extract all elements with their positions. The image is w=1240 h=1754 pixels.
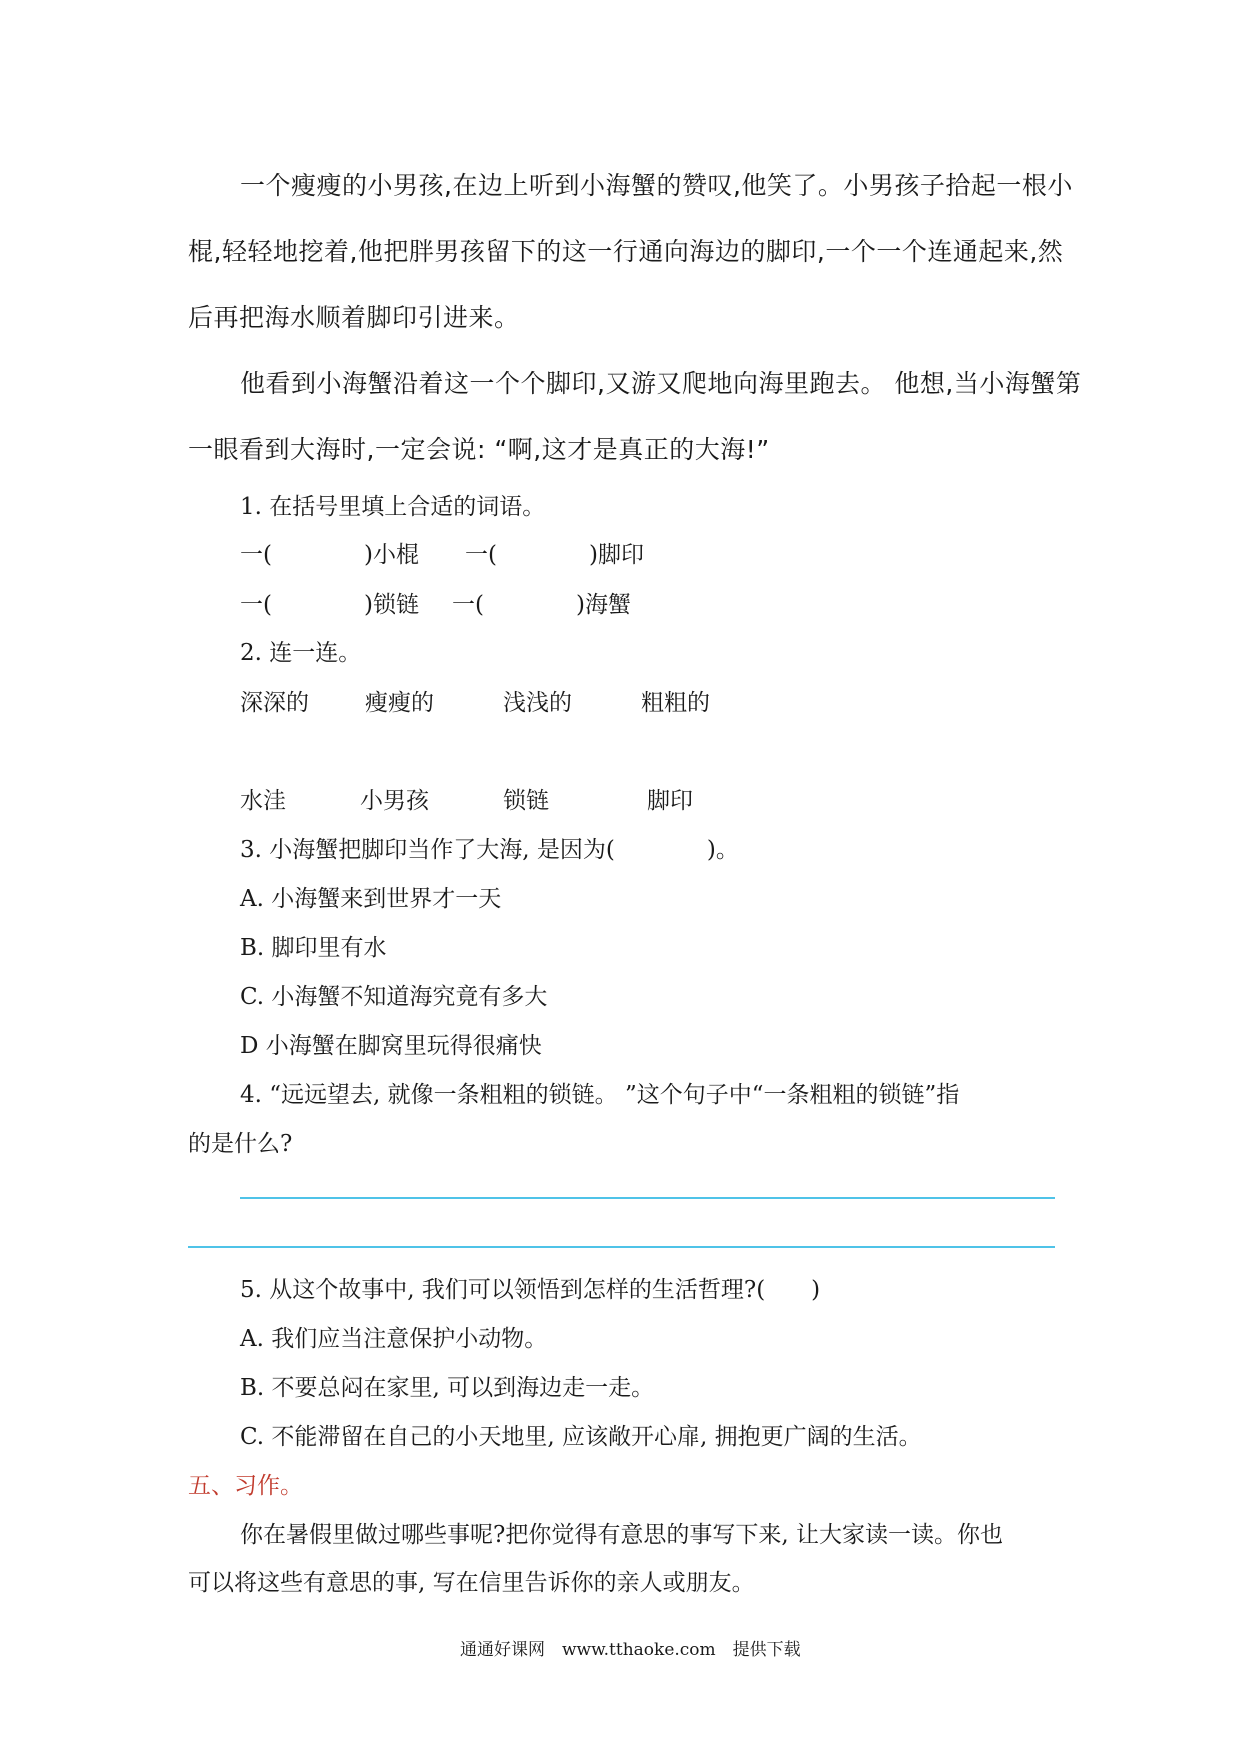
q2-top-4[interactable]: 粗粗的 (641, 690, 710, 716)
q3-option-c[interactable]: C. 小海蟹不知道海究竟有多大 (240, 984, 548, 1010)
q2-title: 2. 连一连。 (240, 640, 362, 666)
q3-option-d[interactable]: D 小海蟹在脚窝里玩得很痛快 (240, 1033, 542, 1059)
passage-line-3: 后再把海水顺着脚印引进来。 (188, 303, 520, 332)
q1-blank-3[interactable]: 一( )锁链 (240, 592, 419, 618)
q1-title: 1. 在括号里填上合适的词语。 (240, 494, 546, 520)
q3-option-a[interactable]: A. 小海蟹来到世界才一天 (240, 886, 502, 912)
q5-option-a[interactable]: A. 我们应当注意保护小动物。 (240, 1326, 548, 1352)
q2-top-2[interactable]: 瘦瘦的 (365, 690, 434, 716)
q2-top-1[interactable]: 深深的 (240, 690, 309, 716)
q5-option-c[interactable]: C. 不能滞留在自己的小天地里, 应该敞开心扉, 拥抱更广阔的生活。 (240, 1424, 922, 1450)
page-footer: 通通好课网 www.tthaoke.com 提供下载 (460, 1640, 801, 1660)
q2-bottom-2[interactable]: 小男孩 (360, 788, 429, 814)
passage-line-1: 一个瘦瘦的小男孩,在边上听到小海蟹的赞叹,他笑了。小男孩子拾起一根小 (240, 171, 1073, 200)
passage-line-4: 他看到小海蟹沿着这一个个脚印,又游又爬地向海里跑去。 他想,当小海蟹第 (240, 369, 1082, 398)
q1-blank-1[interactable]: 一( )小棍 (240, 542, 419, 568)
passage-line-5: 一眼看到大海时,一定会说: “啊,这才是真正的大海!” (188, 435, 770, 464)
q4-answer-line-2[interactable] (188, 1246, 1055, 1248)
q2-bottom-4[interactable]: 脚印 (647, 788, 693, 814)
q2-bottom-3[interactable]: 锁链 (503, 788, 549, 814)
composition-line-1: 你在暑假里做过哪些事呢?把你觉得有意思的事写下来, 让大家读一读。你也 (240, 1522, 1003, 1548)
q5-title: 5. 从这个故事中, 我们可以领悟到怎样的生活哲理?( ) (240, 1277, 821, 1303)
q1-blank-2[interactable]: 一( )脚印 (465, 542, 644, 568)
q2-bottom-1[interactable]: 水洼 (240, 788, 286, 814)
q4-line-1: 4. “远远望去, 就像一条粗粗的锁链。 ”这个句子中“一条粗粗的锁链”指 (240, 1082, 960, 1108)
q4-answer-line-1[interactable] (240, 1197, 1055, 1199)
passage-line-2: 棍,轻轻地挖着,他把胖男孩留下的这一行通向海边的脚印,一个一个连通起来,然 (188, 237, 1064, 266)
q2-top-3[interactable]: 浅浅的 (503, 690, 572, 716)
q1-blank-4[interactable]: 一( )海蟹 (452, 592, 631, 618)
composition-line-2: 可以将这些有意思的事, 写在信里告诉你的亲人或朋友。 (188, 1570, 755, 1596)
q3-option-b[interactable]: B. 脚印里有水 (240, 935, 387, 961)
q4-line-2: 的是什么? (188, 1131, 293, 1157)
q3-title: 3. 小海蟹把脚印当作了大海, 是因为( )。 (240, 837, 739, 863)
section-heading-composition: 五、习作。 (188, 1473, 303, 1499)
q5-option-b[interactable]: B. 不要总闷在家里, 可以到海边走一走。 (240, 1375, 655, 1401)
